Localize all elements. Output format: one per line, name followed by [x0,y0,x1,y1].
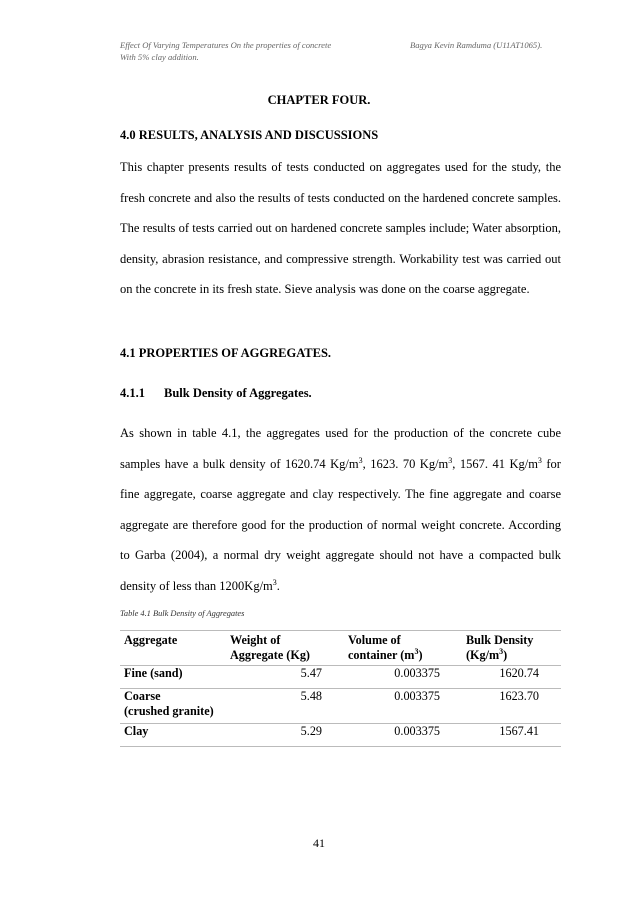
header-density-line-2-end: ) [503,648,508,662]
para-text-5: . [276,578,280,593]
cell-aggregate-line-1: Coarse [124,689,161,703]
header-volume-line-1: Volume of [348,633,401,647]
cell-aggregate: Fine (sand) [124,666,183,680]
table-row [120,666,561,689]
header-weight-line-1: Weight of [230,633,281,647]
page-number: 41 [313,836,325,850]
cell-aggregate-line-2: (crushed granite) [124,704,214,718]
cell-aggregate [120,689,226,724]
header-volume-line-2-end: ) [418,648,423,662]
cell-volume: 0.003375 [394,666,440,680]
superscript-3: 3 [414,646,419,656]
cell-volume: 0.003375 [394,724,440,738]
superscript-3: 3 [537,455,542,465]
chapter-title: CHAPTER FOUR. [267,93,371,107]
header-density-line-1: Bulk Density [466,633,534,647]
cell-weight: 5.48 [300,689,322,703]
superscript-3: 3 [358,455,363,465]
cell-weight: 5.29 [300,724,322,738]
header-title-line-1: Effect Of Varying Temperatures On the properties of concrete [120,40,332,50]
header-volume-line-2: container (m [348,648,415,662]
header-volume [344,631,462,666]
section-4-0-paragraph: This chapter presents results of tests conducted on aggregates used for the study, the fresh concrete and also the results of tests conducted on the hardened concrete samples. The results of tests carried out on hardened concrete samples include; Water absorption, density, abrasion resistance, and compressive strength. Workability test was carried out on the concrete in its fresh state. Sieve analysis was done on the coarse aggregate. [120,160,561,297]
cell-density: 1623.70 [499,689,539,703]
para-text-1: As shown in table 4.1, the aggregates used for the production of the concrete cube samples have a bulk density of 1620.74 Kg/m [120,426,561,471]
superscript-3: 3 [499,646,504,656]
cell-density: 1620.74 [499,666,539,680]
section-4-1-1-paragraph [120,418,561,602]
cell-volume: 0.003375 [394,689,440,703]
running-header [120,39,560,63]
header-aggregate: Aggregate [124,633,178,647]
superscript-3: 3 [272,577,277,587]
para-text-2: , 1623. 70 Kg/m [362,456,449,471]
header-author: Bagya Kevin Ramduma (U11AT1065). [410,40,543,50]
bulk-density-table [120,630,561,747]
table-header-row [120,631,561,666]
header-weight-line-2: Aggregate (Kg) [230,648,310,662]
cell-aggregate: Clay [124,724,149,738]
table-row [120,724,561,747]
section-4-0-heading: 4.0 RESULTS, ANALYSIS AND DISCUSSIONS [120,128,379,142]
para-text-3: , 1567. 41 Kg/m [452,456,538,471]
superscript-3: 3 [448,455,453,465]
table-caption: Table 4.1 Bulk Density of Aggregates [120,609,245,618]
header-weight [226,631,344,666]
section-4-1-1-title: Bulk Density of Aggregates. [164,386,312,400]
header-title-line-2: With 5% clay addition. [120,52,199,62]
para-text-4: for fine aggregate, coarse aggregate and clay respectively. The fine aggregate and coarse aggregate are therefore good for the production of normal weight concrete. According to Garba (2004), a normal dry weight aggregate should not have a compacted bulk density of less than 1200Kg/m [120,456,561,593]
cell-density: 1567.41 [499,724,539,738]
section-4-1-1-number: 4.1.1 [120,386,145,400]
section-4-1-heading: 4.1 PROPERTIES OF AGGREGATES. [120,346,332,360]
table-row [120,689,561,724]
header-density-line-2: (Kg/m [466,648,500,662]
cell-weight: 5.47 [300,666,322,680]
header-density [462,631,561,666]
section-4-1-1-heading [120,386,312,401]
